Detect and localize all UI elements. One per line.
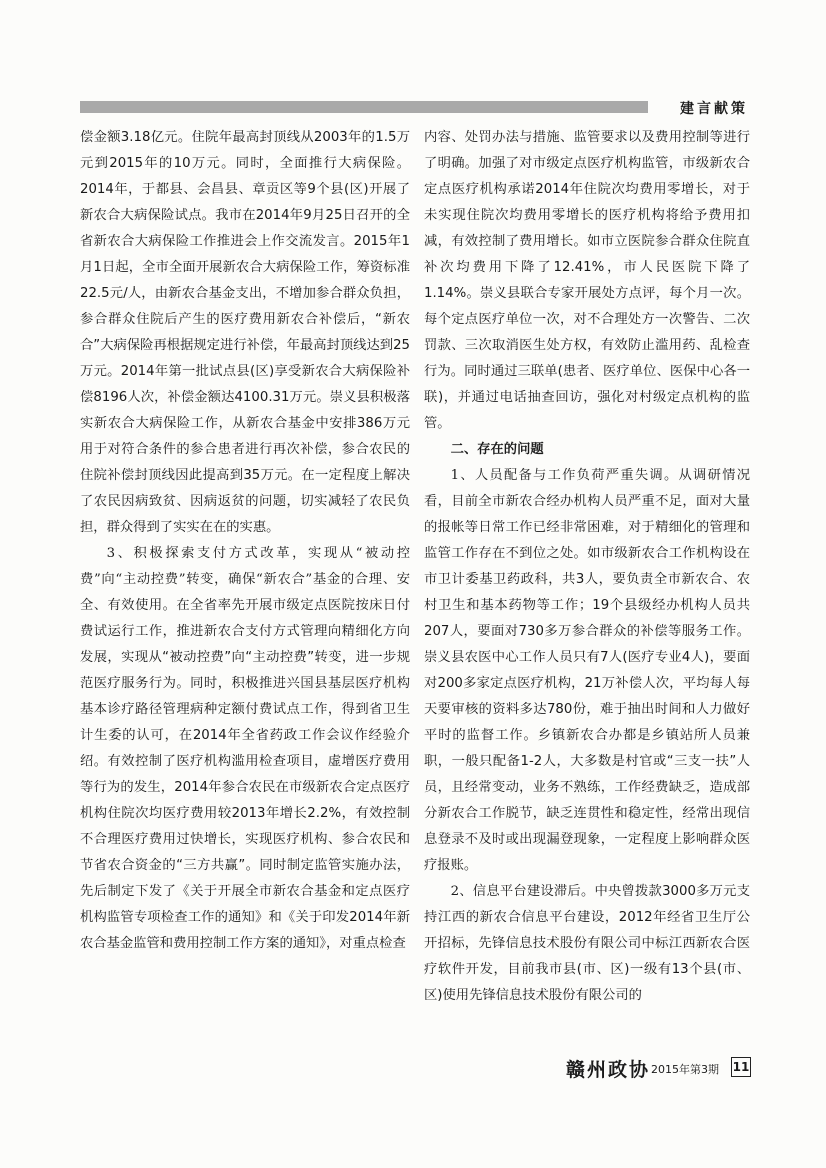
- paragraph-left-1: 偿金额3.18亿元。住院年最高封顶线从2003年的1.5万元到2015年的10万元。同时，全面推行大病保险。2014年，于都县、会昌县、章贡区等9个县(区)开展了新农合大病保险试点。我市在2014年9月25日召开的全省新农合大病保险工作推进会上作交流发言。2015年1月1日起，全市全面开展新农合大病保险工作，筹资标准22.5元/人，由新农合基金支出，不增加参合群众负担，参合群众住院后产生的医疗费用新农合补偿后，“新农合”大病保险再根据规定进行补偿，年最高封顶线达到25万元。2014年第一批试点县(区)享受新农合大病保险补偿8196人次，补偿金额达4100.31万元。崇义县积极落实新农合大病保险工作，从新农合基金中安排386万元用于对符合条件的参合患者进行再次补偿，参合农民的住院补偿封顶线因此提高到35万元。在一定程度上解决了农民因病致贫、因病返贫的问题，切实减轻了农民负担，群众得到了实实在在的实惠。: [80, 130, 410, 535]
- paragraph-left-2: [80, 541, 410, 957]
- section-label: 建言献策: [680, 101, 748, 117]
- left-column: [80, 125, 410, 1030]
- section-heading-problems: 二、存在的问题: [450, 442, 544, 457]
- paragraph-right-3: [424, 879, 750, 1009]
- issue-label: 2015年第3期: [651, 1063, 719, 1076]
- subheading-3: 3、积极探索支付方式改革，实现从“被动控费”向“主动控费”转变，确保“新农合”基金的合理、安全、有效使用。: [80, 546, 410, 613]
- paragraph-right-2-body: 从调研情况看，目前全市新农合经办机构人员严重不足，面对大量的报帐等日常工作已经非常困难，对于精细化的管理和监管工作存在不到位之处。如市级新农合工作机构设在市卫计委基卫药政科，共3人，要负责全市新农合、农村卫生和基本药物等工作；19个县级经办机构人员共207人，要面对730多万参合群众的补偿等服务工作。崇义县农医中心工作人员只有7人(医疗专业4人)，要面对200多家定点医疗机构，21万补偿人次，平均每人每天要审核的资料多达780份，难于抽出时间和人力做好平时的监督工作。乡镇新农合办都是乡镇站所人员兼职，一般只配备1-2人，大多数是村官或“三支一扶”人员，且经常变动，业务不熟练，工作经费缺乏，造成部分新农合工作脱节，缺乏连贯性和稳定性，经常出现信息登录不及时或出现漏登现象，一定程度上影响群众医疗报账。: [424, 468, 750, 873]
- paragraph-right-3-body: 中央曾拨款3000多万元支持江西的新农合信息平台建设，2012年经省卫生厅公开招标，先锋信息技术股份有限公司中标江西新农合医疗软件开发，目前我市县(市、区)一级有13个县(市、区)使用先锋信息技术股份有限公司的: [424, 884, 750, 1003]
- right-column: [424, 125, 750, 1030]
- paragraph-left-2-body: 在全省率先开展市级定点医院按床日付费试运行工作，推进新农合支付方式管理向精细化方向发展，实现从“被动控费”向“主动控费”转变，进一步规范医疗服务行为。同时，积极推进兴国县基层医疗机构基本诊疗路径管理病种定额付费试点工作，得到省卫生计生委的认可，在2014年全省药政工作会议作经验介绍。有效控制了医疗机构滥用检查项目，虚增医疗费用等行为的发生，2014年参合农民在市级新农合定点医疗机构住院次均医疗费用较2013年增长2.2%，有效控制不合理医疗费用过快增长，实现医疗机构、参合农民和节省农合资金的“三方共赢”。同时制定监管实施办法，先后制定下发了《关于开展全市新农合基金和定点医疗机构监管专项检查工作的通知》和《关于印发2014年新农合基金监管和费用控制工作方案的通知》，对重点检查: [80, 598, 410, 951]
- subheading-1: 1、人员配备与工作负荷严重失调。: [450, 468, 679, 483]
- page-number: 11: [731, 1057, 751, 1077]
- paragraph-right-2: [424, 463, 750, 879]
- journal-title: 赣州政协: [566, 1059, 651, 1081]
- header-rule-bar: [80, 101, 648, 113]
- paragraph-right-1: 内容、处罚办法与措施、监管要求以及费用控制等进行了明确。加强了对市级定点医疗机构监管，市级新农合定点医疗机构承诺2014年住院次均费用零增长，对于未实现住院次均费用零增长的医疗机构将给予费用扣减，有效控制了费用增长。如市立医院参合群众住院直补次均费用下降了12.41%，市人民医院下降了1.14%。崇义县联合专家开展处方点评，每个月一次。每个定点医疗单位一次，对不合理处方一次警告、二次罚款、三次取消医生处方权，有效防止滥用药、乱检查行为。同时通过三联单(患者、医疗单位、医保中心各一联)，并通过电话抽查回访，强化对村级定点机构的监管。: [424, 130, 750, 431]
- subheading-2: 2、信息平台建设滞后。: [450, 884, 595, 899]
